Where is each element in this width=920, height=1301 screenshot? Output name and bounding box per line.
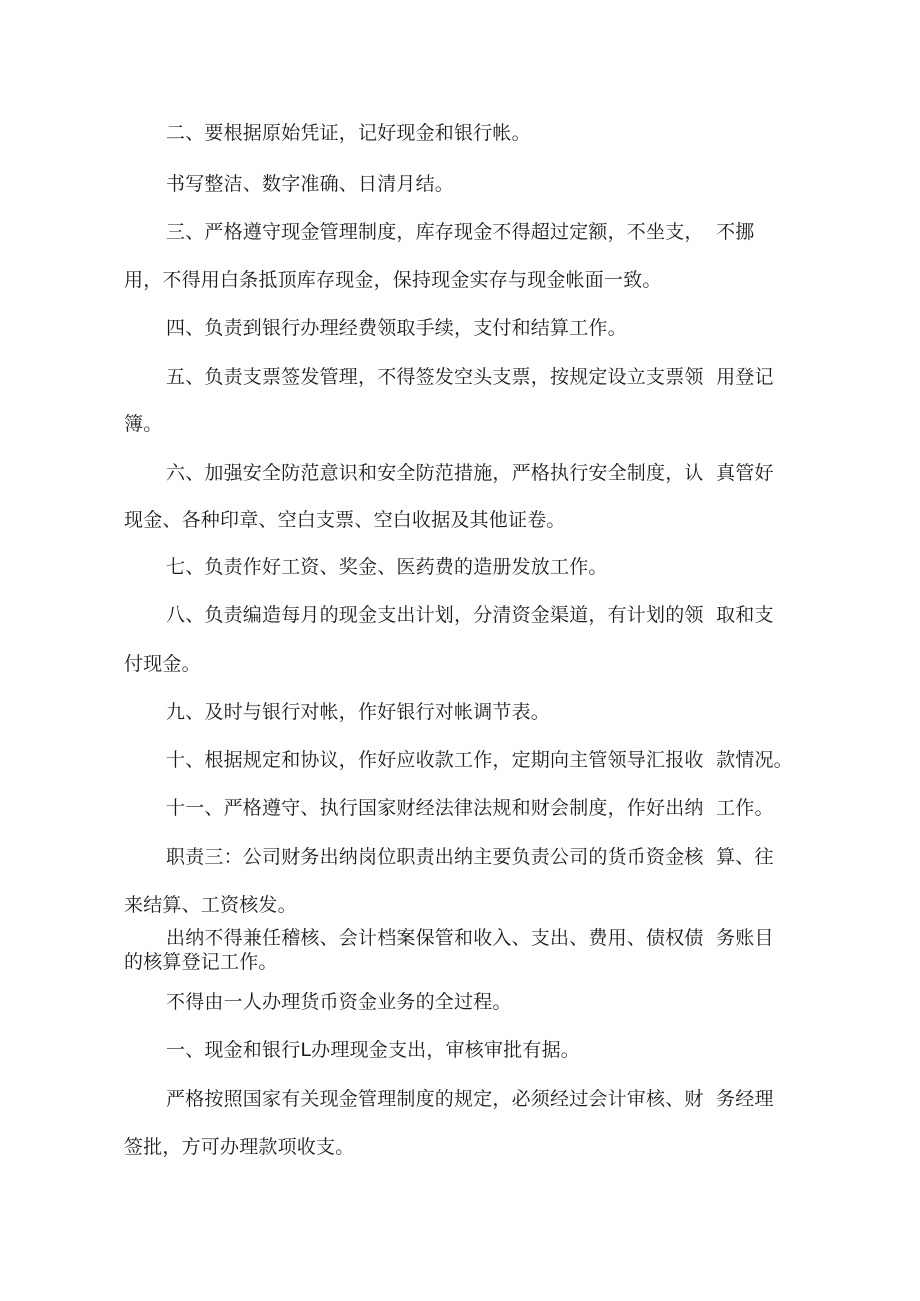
text-line: 来结算、工资核发。 bbox=[124, 894, 297, 916]
text-line: 用，不得用白条抵顶库存现金，保持现金实存与现金帐面一致。 bbox=[124, 269, 662, 291]
text-line: 簿。 bbox=[124, 413, 163, 435]
text-line: 职责三：公司财务出纳岗位职责出纳主要负责公司的货币资金核 算、往 bbox=[166, 846, 774, 868]
text-line: 的核算登记工作。 bbox=[124, 951, 278, 973]
text-line: 十、根据规定和协议，作好应收款工作，定期向主管领导汇报收 款情况。 bbox=[166, 749, 793, 771]
text-line: 八、负责编造每月的现金支出计划，分清资金渠道，有计划的领 取和支 bbox=[166, 604, 774, 626]
text-line: 不得由一人办理货币资金业务的全过程。 bbox=[166, 991, 512, 1013]
text-line: 书写整洁、数字准确、日清月结。 bbox=[166, 173, 455, 195]
text-line: 现金、各种印章、空白支票、空白收据及其他证卷。 bbox=[124, 509, 566, 531]
text-line: 二、要根据原始凭证，记好现金和银行帐。 bbox=[166, 122, 531, 144]
text-line: 严格按照国家有关现金管理制度的规定，必须经过会计审核、财 务经理 bbox=[166, 1088, 774, 1110]
text-line: 七、负责作好工资、奖金、医药费的造册发放工作。 bbox=[166, 556, 608, 578]
text-line: 六、加强安全防范意识和安全防范措施，严格执行安全制度，认 真管好 bbox=[166, 462, 774, 484]
text-line: 一、现金和银行L办理现金支出，审核审批有据。 bbox=[166, 1039, 580, 1061]
text-line: 付现金。 bbox=[124, 653, 201, 675]
text-line: 签批，方可办理款项收支。 bbox=[124, 1136, 355, 1158]
text-line: 十一、严格遵守、执行国家财经法律法规和财会制度，作好出纳 工作。 bbox=[166, 797, 774, 819]
text-line: 三、严格遵守现金管理制度，库存现金不得超过定额，不坐支， 不挪 bbox=[166, 221, 755, 243]
text-line: 九、及时与银行对帐，作好银行对帐调节表。 bbox=[166, 701, 551, 723]
text-line: 五、负责支票签发管理，不得签发空头支票，按规定设立支票领 用登记 bbox=[166, 366, 774, 388]
text-line: 四、负责到银行办理经费领取手续，支付和结算工作。 bbox=[166, 317, 627, 339]
text-line: 出纳不得兼任稽核、会计档案保管和收入、支出、费用、债权债 务账目 bbox=[166, 927, 774, 949]
